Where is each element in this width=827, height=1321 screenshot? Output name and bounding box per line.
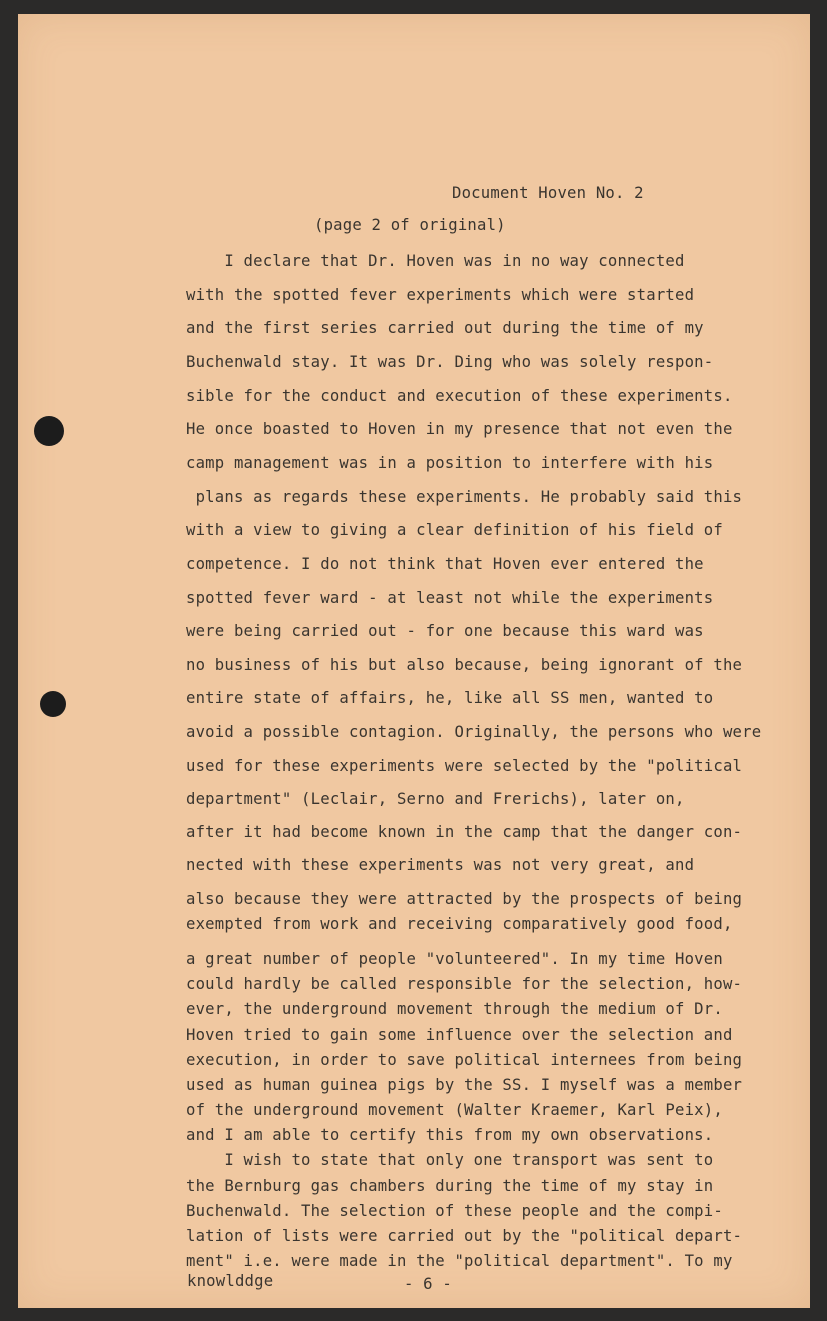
continuation-word: knowlddge — [187, 1272, 274, 1290]
text-line: with the spotted fever experiments which were started — [186, 286, 695, 304]
text-line: Hoven tried to gain some influence over the selection and — [186, 1026, 733, 1044]
text-line: competence. I do not think that Hoven ever entered the — [186, 555, 704, 573]
text-line: execution, in order to save political internees from being — [186, 1051, 743, 1069]
text-line: and I am able to certify this from my own observations. — [186, 1126, 714, 1144]
text-line: exempted from work and receiving comparatively good food, — [186, 915, 733, 933]
text-line: of the underground movement (Walter Kraemer, Karl Peix), — [186, 1101, 723, 1119]
punch-hole-top — [34, 416, 64, 446]
text-line: sible for the conduct and execution of these experiments. — [186, 387, 733, 405]
text-line: plans as regards these experiments. He probably said this — [186, 488, 743, 506]
text-line: Buchenwald. The selection of these people and the compi- — [186, 1202, 723, 1220]
text-line: camp management was in a position to interfere with his — [186, 454, 714, 472]
text-line: a great number of people "volunteered". In my time Hoven — [186, 950, 723, 968]
text-line: I declare that Dr. Hoven was in no way connected — [186, 252, 685, 270]
text-line: avoid a possible contagion. Originally, the persons who were — [186, 723, 762, 741]
punch-hole-bottom — [40, 691, 66, 717]
text-line: He once boasted to Hoven in my presence that not even the — [186, 420, 733, 438]
document-title: Document Hoven No. 2 — [452, 184, 644, 202]
text-line: ever, the underground movement through the medium of Dr. — [186, 1000, 723, 1018]
text-line: lation of lists were carried out by the "political depart- — [186, 1227, 743, 1245]
text-line: nected with these experiments was not very great, and — [186, 856, 695, 874]
text-line: the Bernburg gas chambers during the time of my stay in — [186, 1177, 714, 1195]
page-note: (page 2 of original) — [314, 216, 506, 234]
text-line: were being carried out - for one because this ward was — [186, 622, 704, 640]
text-line: used as human guinea pigs by the SS. I myself was a member — [186, 1076, 743, 1094]
text-line: could hardly be called responsible for the selection, how- — [186, 975, 743, 993]
text-line: Buchenwald stay. It was Dr. Ding who was solely respon- — [186, 353, 714, 371]
text-line: spotted fever ward - at least not while the experiments — [186, 589, 714, 607]
text-line: entire state of affairs, he, like all SS men, wanted to — [186, 689, 714, 707]
text-line: department" (Leclair, Serno and Frerichs), later on, — [186, 790, 685, 808]
page-number: - 6 - — [404, 1275, 452, 1293]
text-line: used for these experiments were selected by the "political — [186, 757, 743, 775]
text-line: after it had become known in the camp that the danger con- — [186, 823, 743, 841]
text-line: no business of his but also because, being ignorant of the — [186, 656, 743, 674]
text-line: I wish to state that only one transport was sent to — [186, 1151, 714, 1169]
text-line: ment" i.e. were made in the "political department". To my — [186, 1252, 733, 1270]
text-line: also because they were attracted by the prospects of being — [186, 890, 743, 908]
text-line: and the first series carried out during the time of my — [186, 319, 704, 337]
text-line: with a view to giving a clear definition of his field of — [186, 521, 723, 539]
